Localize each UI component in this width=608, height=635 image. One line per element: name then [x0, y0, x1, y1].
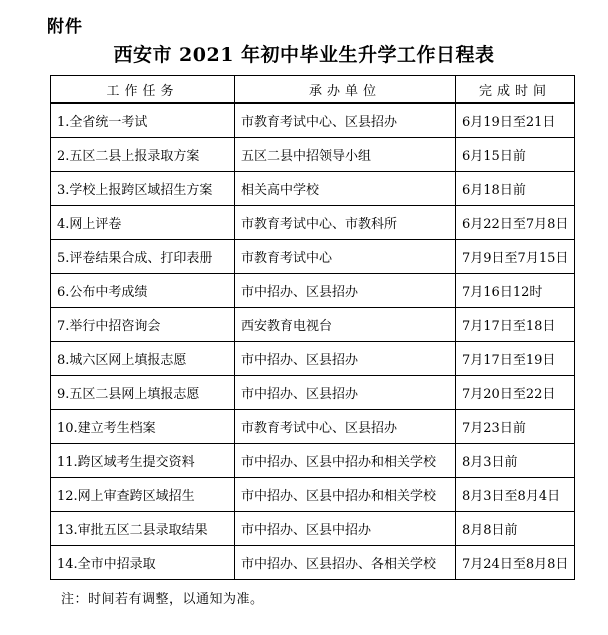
table-body	[51, 103, 575, 580]
unit-cell: 市教育考试中心、市教科所	[235, 206, 456, 240]
header-unit: 承办单位	[235, 76, 456, 104]
task-cell: 9.五区二县网上填报志愿	[51, 376, 235, 410]
time-cell: 8月8日前	[456, 512, 575, 546]
time-cell: 7月17日至19日	[456, 342, 575, 376]
unit-cell: 市中招办、区县招办、各相关学校	[235, 546, 456, 580]
table-row	[51, 308, 575, 342]
table-row	[51, 512, 575, 546]
header-task: 工作任务	[51, 76, 235, 104]
unit-cell: 相关高中学校	[235, 172, 456, 206]
table-row	[51, 410, 575, 444]
time-cell: 6月19日至21日	[456, 103, 575, 138]
time-cell: 8月3日至8月4日	[456, 478, 575, 512]
task-cell: 6.公布中考成绩	[51, 274, 235, 308]
table-header	[51, 76, 575, 104]
schedule-table	[50, 75, 575, 580]
document-title: 西安市 2021 年初中毕业生升学工作日程表	[113, 44, 495, 66]
task-cell: 3.学校上报跨区域招生方案	[51, 172, 235, 206]
table-row	[51, 240, 575, 274]
task-cell: 4.网上评卷	[51, 206, 235, 240]
time-cell: 7月9日至7月15日	[456, 240, 575, 274]
time-cell: 7月23日前	[456, 410, 575, 444]
time-cell: 6月18日前	[456, 172, 575, 206]
table-row	[51, 206, 575, 240]
time-cell: 8月3日前	[456, 444, 575, 478]
unit-cell: 市中招办、区县招办	[235, 274, 456, 308]
table-row	[51, 376, 575, 410]
unit-cell: 市中招办、区县招办	[235, 376, 456, 410]
task-cell: 7.举行中招咨询会	[51, 308, 235, 342]
task-cell: 14.全市中招录取	[51, 546, 235, 580]
task-cell: 13.审批五区二县录取结果	[51, 512, 235, 546]
task-cell: 11.跨区域考生提交资料	[51, 444, 235, 478]
time-cell: 7月24日至8月8日	[456, 546, 575, 580]
task-cell: 1.全省统一考试	[51, 103, 235, 138]
unit-cell: 市中招办、区县中招办	[235, 512, 456, 546]
table-row	[51, 103, 575, 138]
header-time: 完成时间	[456, 76, 575, 104]
unit-cell: 市教育考试中心、区县招办	[235, 103, 456, 138]
task-cell: 5.评卷结果合成、打印表册	[51, 240, 235, 274]
unit-cell: 市中招办、区县中招办和相关学校	[235, 444, 456, 478]
footnote: 注：时间若有调整，以通知为准。	[61, 592, 264, 607]
table-row	[51, 138, 575, 172]
table-row	[51, 342, 575, 376]
task-cell: 10.建立考生档案	[51, 410, 235, 444]
task-cell: 12.网上审查跨区域招生	[51, 478, 235, 512]
unit-cell: 市教育考试中心、区县招办	[235, 410, 456, 444]
time-cell: 6月22日至7月8日	[456, 206, 575, 240]
unit-cell: 市中招办、区县招办	[235, 342, 456, 376]
time-cell: 6月15日前	[456, 138, 575, 172]
table-row	[51, 444, 575, 478]
unit-cell: 五区二县中招领导小组	[235, 138, 456, 172]
header-row	[51, 76, 575, 104]
unit-cell: 市教育考试中心	[235, 240, 456, 274]
time-cell: 7月16日12时	[456, 274, 575, 308]
unit-cell: 市中招办、区县中招办和相关学校	[235, 478, 456, 512]
task-cell: 8.城六区网上填报志愿	[51, 342, 235, 376]
task-cell: 2.五区二县上报录取方案	[51, 138, 235, 172]
unit-cell: 西安教育电视台	[235, 308, 456, 342]
table-row	[51, 274, 575, 308]
attachment-label: 附件	[47, 17, 83, 37]
time-cell: 7月20日至22日	[456, 376, 575, 410]
table-row	[51, 478, 575, 512]
table-row	[51, 172, 575, 206]
time-cell: 7月17日至18日	[456, 308, 575, 342]
table-row	[51, 546, 575, 580]
